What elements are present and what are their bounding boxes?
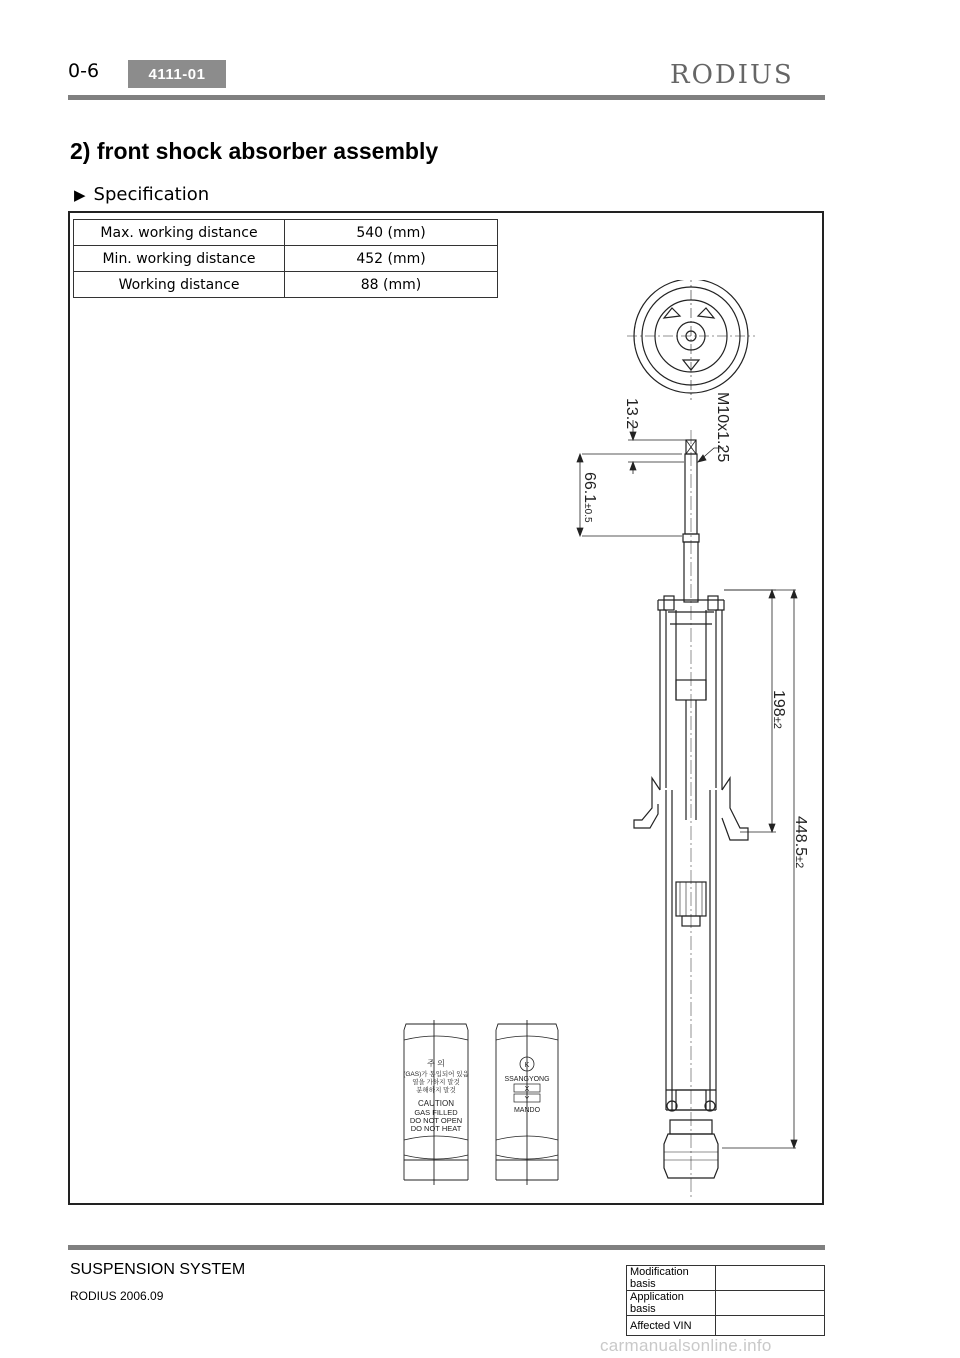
table-row <box>627 1291 825 1316</box>
maker-logo-letter: K <box>524 1062 530 1069</box>
basis-label: Modification basis <box>627 1266 716 1291</box>
box-x: X <box>524 1086 530 1093</box>
spec-value: 88 (mm) <box>285 272 498 298</box>
spec-label: Max. working distance <box>74 220 285 246</box>
caution-line-1: GAS FILLED <box>414 1108 458 1117</box>
triangle-bullet-icon: ▶ <box>74 186 86 204</box>
dim-stroke-tol: ±2 <box>771 716 783 729</box>
basis-label: Application basis <box>627 1291 716 1316</box>
spec-value: 452 (mm) <box>285 246 498 272</box>
section-title: 2) front shock absorber assembly <box>70 138 439 164</box>
maker-name: SSANGYONG <box>504 1076 550 1083</box>
header-rule <box>68 95 825 100</box>
box-y: Y <box>524 1096 530 1103</box>
dim-rod-tol: ±0.5 <box>582 503 593 523</box>
dim-overall <box>792 816 809 868</box>
shock-absorber-drawing <box>380 280 820 1200</box>
dim-stroke <box>770 690 787 729</box>
caution-line-2: DO NOT OPEN <box>409 1116 463 1125</box>
basis-label: Affected VIN <box>627 1316 716 1336</box>
spec-label: Working distance <box>74 272 285 298</box>
section-code-badge: 4111-01 <box>128 60 226 88</box>
table-row <box>627 1266 825 1291</box>
maker-label-detail <box>496 1020 558 1185</box>
brand-logo: RODIUS <box>670 60 794 90</box>
table-row <box>74 220 498 246</box>
spec-label: Min. working distance <box>74 246 285 272</box>
caution-line-3: DO NOT HEAT <box>410 1124 462 1133</box>
dim-rod-value: 66.1 <box>581 472 598 504</box>
footer-rule <box>68 1245 825 1250</box>
basis-value <box>716 1266 825 1291</box>
caution-title: CAUTION <box>418 1099 454 1108</box>
supplier-name: MANDO <box>513 1107 541 1114</box>
caution-label-detail <box>403 1020 469 1185</box>
korean-title: 주 의 <box>427 1059 445 1068</box>
dim-rod-length <box>581 472 598 523</box>
dimension-labels <box>581 392 809 868</box>
top-view <box>627 280 755 400</box>
basis-table <box>626 1265 825 1336</box>
korean-line-1: (GAS)가 봉입되어 있음 <box>403 1071 469 1078</box>
korean-line-3: 분해하지 말것 <box>416 1087 456 1094</box>
korean-line-2: 열을 가하지 말것 <box>412 1079 460 1086</box>
dim-thread: M10x1.25 <box>714 392 731 463</box>
basis-value <box>716 1291 825 1316</box>
dim-overall-tol: ±2 <box>793 856 805 869</box>
table-row <box>74 246 498 272</box>
dim-overall-value: 448.5 <box>792 816 809 857</box>
table-row <box>627 1316 825 1336</box>
watermark: carmanualsonline.info <box>600 1336 772 1355</box>
footer-system-name: SUSPENSION SYSTEM <box>70 1261 246 1278</box>
dimension-lines <box>577 420 797 1148</box>
footer-model-date: RODIUS 2006.09 <box>70 1289 164 1303</box>
dim-stroke-value: 198 <box>770 690 787 717</box>
page-number: 0-6 <box>68 60 100 82</box>
basis-value <box>716 1316 825 1336</box>
spec-value: 540 (mm) <box>285 220 498 246</box>
spec-heading <box>74 184 209 205</box>
dim-13-2: 13.2 <box>623 398 640 430</box>
spec-heading-label: Specification <box>93 184 210 205</box>
